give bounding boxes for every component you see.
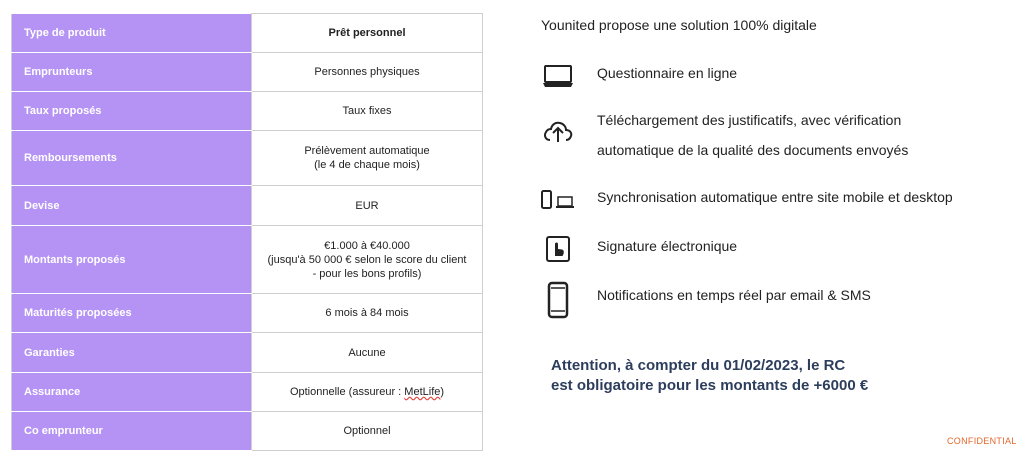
table-row [12,333,483,373]
table-row [12,131,483,186]
cloud-upload-icon [540,113,576,149]
row-value: Aucune [252,333,483,373]
row-label: Co emprunteur [12,412,252,451]
row-label: Type de produit [12,14,252,53]
table-row [12,412,483,451]
row-label: Assurance [12,373,252,412]
insurer-name: MetLife [404,386,441,398]
warning-text [551,356,868,396]
row-value: 6 mois à 84 mois [252,294,483,333]
row-value: Optionnel [252,412,483,451]
row-label: Garanties [12,333,252,373]
insurance-text-end: ) [440,386,445,398]
smartphone-icon [540,280,576,320]
feature-item [540,182,953,218]
row-value [252,373,483,412]
row-value: Prêt personnel [252,14,483,53]
table-row [12,53,483,92]
warning-line: Attention, à compter du 01/02/2023, le RC [551,357,846,374]
insurance-text: Optionnelle (assureur : [289,386,405,398]
feature-text: Signature électronique [597,238,738,254]
feature-item [540,231,737,267]
feature-text: Questionnaire en ligne [597,65,738,81]
feature-text: Téléchargement des justificatifs, avec vérification automatique de la qualité des documents envoyés [597,112,909,158]
feature-item [540,280,871,320]
row-label: Devise [12,186,252,226]
feature-text: Notifications en temps réel par email & SMS [597,287,871,303]
laptop-icon [540,58,576,94]
table-row [12,226,483,294]
table-row [12,14,483,53]
hand-pointer-icon [540,231,576,267]
right-title: Younited propose une solution 100% digitale [541,17,817,33]
table-row [12,373,483,412]
table-row [12,294,483,333]
row-label: Taux proposés [12,92,252,131]
table-row [12,92,483,131]
row-value: Taux fixes [252,92,483,131]
row-label: Montants proposés [12,226,252,294]
row-value: €1.000 à €40.000 (jusqu'à 50 000 € selon le score du client - pour les bons profils) [252,226,483,294]
feature-item [540,105,908,165]
confidential-label: CONFIDENTIAL [947,436,1017,446]
table-row [12,186,483,226]
row-value: EUR [252,186,483,226]
feature-item [540,58,737,94]
row-label: Maturités proposées [12,294,252,333]
row-label: Remboursements [12,131,252,186]
row-value: Personnes physiques [252,53,483,92]
warning-line: est obligatoire pour les montants de +6000 € [551,377,869,394]
feature-text: Synchronisation automatique entre site mobile et desktop [597,189,953,205]
row-label: Emprunteurs [12,53,252,92]
phone-desktop-icon [540,182,576,218]
row-value: Prélèvement automatique (le 4 de chaque mois) [252,131,483,186]
product-table [11,13,483,451]
